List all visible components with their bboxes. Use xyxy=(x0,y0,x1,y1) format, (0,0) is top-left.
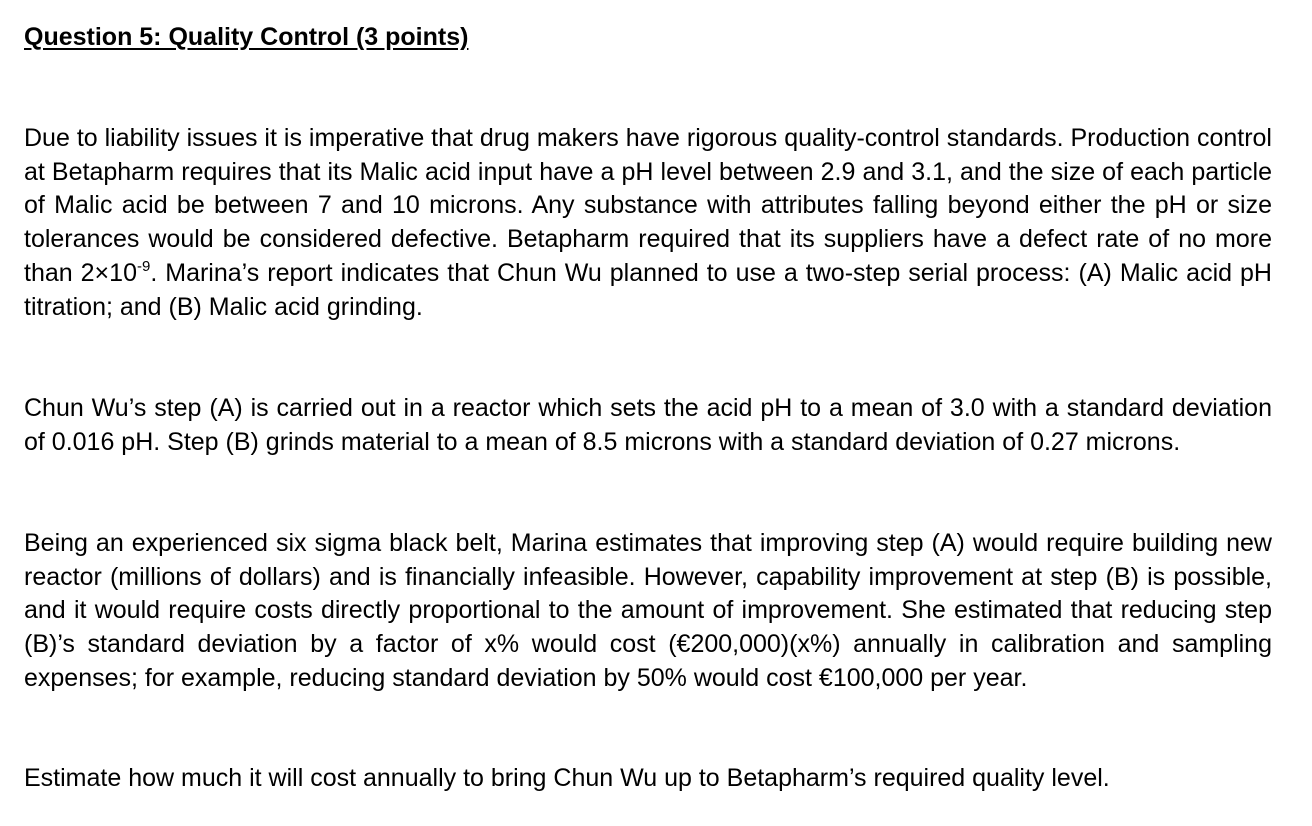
paragraph-cost-estimate: Being an experienced six sigma black belt, Marina estimates that improving step (A) would require building new reactor (millions of dollars) and is financially infeasible. However, capability improvement at step (B) is possible, and it would require costs directly proportional to the amount of improvement. She estimated that reducing step (B)’s standard deviation by a factor of x% would cost (€200,000)(x%) annually in calibration and sampling expenses; for example, reducing standard deviation by 50% would cost €100,000 per year. xyxy=(24,529,1272,692)
paragraph-question-prompt: Estimate how much it will cost annually to bring Chun Wu up to Betapharm’s required quality level. xyxy=(24,764,1110,792)
requirements-text: Due to liability issues it is imperative that drug makers have rigorous quality-control standards. Production control at Betapharm requires that its Malic acid input have a pH level between 2.9 and 3.1, and the size of each particle of Malic acid be between 7 and 10 microns. Any substance with attributes falling beyond either the pH or size tolerances would be considered defective. Betapharm required that its suppliers have a defect rate of no more than 2×10 xyxy=(24,124,1272,287)
question-title: Question 5: Quality Control (3 points) xyxy=(24,23,469,51)
paragraph-requirements xyxy=(24,122,1272,324)
defect-rate-exponent: -9 xyxy=(136,257,151,275)
process-text: . Marina’s report indicates that Chun Wu planned to use a two-step serial process: (A) Malic acid pH titration; and (B) Malic acid grinding. xyxy=(24,258,1272,321)
paragraph-process-parameters: Chun Wu’s step (A) is carried out in a reactor which sets the acid pH to a mean of 3.0 with a standard deviation of 0.016 pH. Step (B) grinds material to a mean of 8.5 microns with a standard deviation of 0.27 microns. xyxy=(24,394,1272,456)
